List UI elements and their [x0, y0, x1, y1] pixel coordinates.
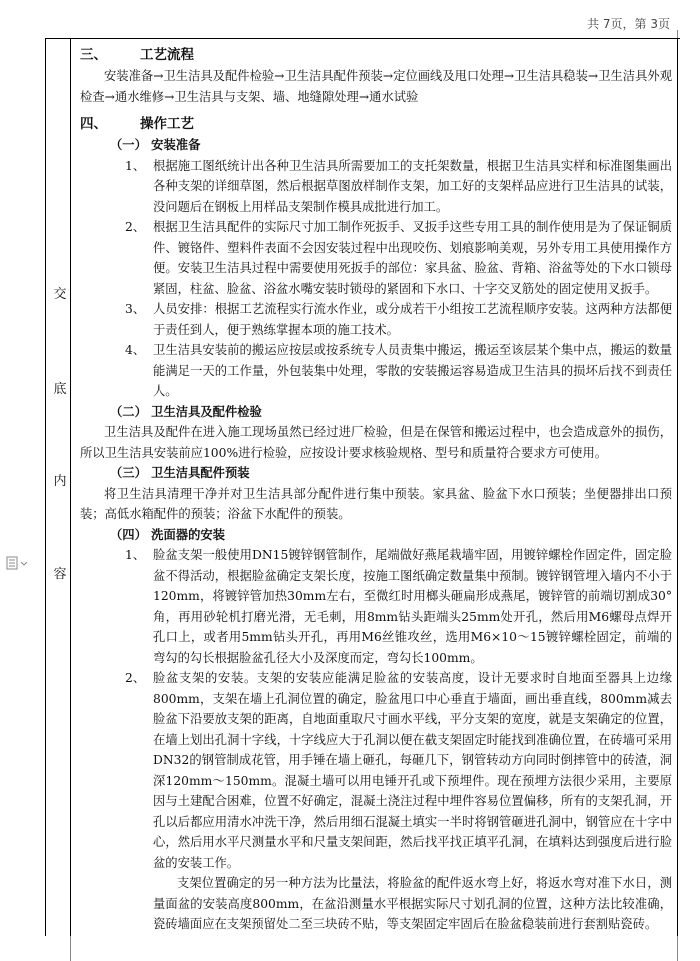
item-text: 脸盆支架的安装。支架的安装应能满足脸盆的安装高度，设计无要求时自地面至器具上边缘800mm，支架在墙上孔洞位置的确定，脸盆甩口中心垂直于墙面，画出垂直线，800mm减去脸盆下沿要放支架的距离，自地面重取尺寸画水平线，平分支架的宽度，就是支架确定的位置，在墙上划出孔洞十字线，十字线应大于孔洞以便在截支架固定时能找到准确位置，在砖墙可采用DN32的钢管制成花管，用手锤在墙上砸孔，每砸几下，钢管转动方向同时倒摔管中的砖渣，洞深120mm～150mm。混凝土墙可以用电锤开孔或下预埋件。现在预埋方法很少采用，主要原因与土建配合困难，位置不好确定，混凝土浇注过程中埋件容易位置偏移，所有的支架孔洞，开孔以后都应用清水冲洗干净，然后用细石混凝土填实一半时将钢管砸进孔洞中，钢管应在十字中心，然后用水平尺测量水平和尺量支架间距，然后找平找正填平孔洞，在填料达到强度后进行脸盆的安装工作。 [153, 671, 672, 870]
list-item [80, 217, 672, 299]
item-number: 4、 [125, 343, 146, 357]
page-indicator: 共 7页，第 3页 [587, 17, 670, 31]
list-item [80, 668, 672, 873]
document-layout-icon[interactable] [6, 556, 32, 573]
side-label-char: 交 [53, 287, 67, 302]
table-column-divider [70, 38, 71, 936]
body-paragraph: 支架位置确定的另一种方法为比量法，将脸盆的配件返水弯上好，将返水弯对准下水日，测量面盆的安装高度800mm，在盆沿测量水平根据实际尺寸划孔洞的位置，这种方法比较准确，瓷砖墙面应在支架预留处二至三块砖不贴，等支架固定牢固后在脸盆稳装前进行套割贴瓷砖。 [153, 876, 672, 931]
side-label-char: 容 [53, 567, 67, 582]
item-number: 3、 [125, 302, 146, 316]
item-number: 2、 [125, 671, 146, 685]
item-text: 脸盆支架一般使用DN15镀锌钢管制作，尾端做好燕尾栽墙牢固，用镀锌螺栓作固定件，固定脸盆不得活动，根据脸盆确定支架长度，按施工图纸确定数量集中预制。镀锌钢管埋入墙内不小于120mm，将镀锌管加热30mm左右，至微红时用榔头砸扁形成燕尾，镀锌管的前端切割成30°角，再用砂轮机打磨光滑，无毛刺，用8mm钻头距端头25mm处开孔，然后用M6螺母点焊开孔口上，或者用5mm钻头开孔，再用M6丝锥攻丝，选用M6×10～15镀锌螺栓固定，前端的弯勾的勾长根据脸盆孔径大小及深度而定，弯勾长100mm。 [153, 548, 672, 665]
side-label-char: 内 [53, 474, 67, 489]
subsection-heading: （二） 卫生洁具及配件检验 [110, 403, 262, 419]
section-title: 操作工艺 [140, 116, 194, 132]
item-number: 1、 [125, 548, 146, 562]
section-number: 四、 [80, 116, 107, 132]
section-number: 三、 [80, 47, 107, 63]
table-right-border [677, 38, 678, 936]
subsection-heading: （一） 安装准备 [110, 137, 201, 152]
section-title: 工艺流程 [140, 47, 194, 63]
item-number: 1、 [125, 158, 146, 173]
section-heading [80, 113, 672, 135]
side-label-char: 底 [53, 382, 67, 397]
subsection-heading: （三） 卫生洁具配件预装 [110, 465, 250, 480]
item-text: 根据施工图纸统计出各种卫生洁具所需要加工的支托架数量，根据卫生洁具实样和标准图集画出各种支架的详细草图，然后根据草图放样制作支架，加工好的支架样品应进行卫生洁具的试装，没问题后在钢板上用样品支架制作模具成批进行加工。 [153, 158, 672, 214]
body-paragraph: 将卫生洁具清理干净并对卫生洁具部分配件进行集中预装。家具盆、脸盆下水口预装；坐便器排出口预装；高低水箱配件的预装；浴盆下水配件的预装。 [80, 486, 672, 521]
body-paragraph: 卫生洁具及配件在进入施工现场虽然已经过进厂检验，但是在保管和搬运过程中，也会造成意外的损伤，所以卫生洁具安装前应100%进行检验，应按设计要求核验规格、型号和质量符合要求方可使用。 [80, 425, 672, 460]
table-top-border [45, 38, 680, 39]
list-item [80, 299, 672, 340]
item-number: 2、 [125, 220, 146, 234]
subsection-heading: （四） 洗面器的安装 [110, 526, 225, 542]
list-item [80, 156, 672, 218]
section-heading [80, 44, 672, 66]
item-text: 卫生洁具安装前的搬运应按层或按系统专人员责集中搬运，搬运至该层某个集中点，搬运的数量能满足一天的工作量，外包装集中处理，零散的安装搬运容易造成卫生洁具的损坏后找不到责任人。 [153, 343, 672, 398]
item-text: 根据卫生洁具配件的实际尺寸加工制作死扳手、叉扳手这些专用工具的制作使用是为了保证铜质件、镀铬件、塑料件表面不会因安装过程中出现咬伤、划痕影响美观，另外专用工具使用操作方便。安装卫生洁具过程中需要使用死扳手的部位：家具盆、脸盆、背箱、浴盆等处的下水口锁母紧固，柱盆、脸盆、浴盆水嘴安装时锁母的紧固和下水口、十字交叉筋处的固定使用叉扳手。 [153, 220, 672, 296]
margin-mark [677, 30, 678, 38]
list-item [80, 340, 672, 402]
process-flow-text: 安装准备→卫生洁具及配件检验→卫生洁具配件预装→定位画线及甩口处理→卫生洁具稳装→卫生洁具外观检查→通水维修→卫生洁具与支架、墙、地缝隙处理→通水试验 [80, 69, 672, 104]
table-left-border [45, 38, 46, 936]
margin-mark [70, 936, 71, 961]
item-text: 人员安排：根据工艺流程实行流水作业，或分成若干小组按工艺流程顺序安装。这两种方法都便于责任到人，便于熟练掌握本项的施工技术。 [153, 302, 672, 337]
margin-mark [677, 936, 678, 961]
list-item [80, 545, 672, 668]
document-body [80, 44, 672, 935]
